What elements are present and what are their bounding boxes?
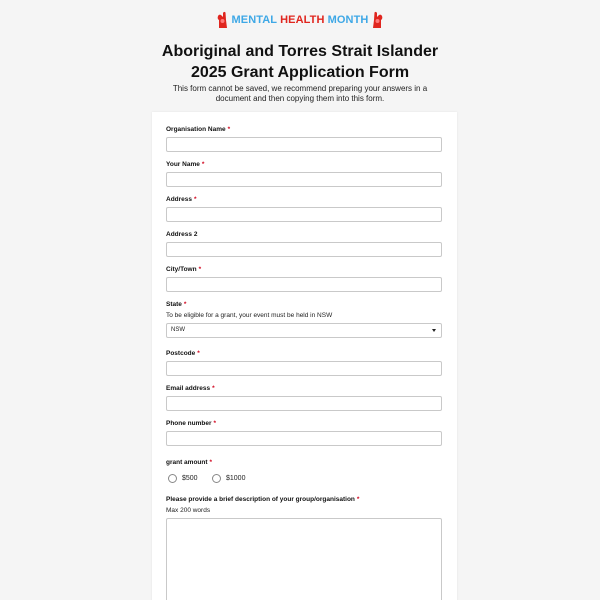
description-help-text: Max 200 words — [166, 507, 211, 514]
required-marker: * — [212, 385, 215, 392]
city-input[interactable] — [166, 277, 442, 292]
description-label: Please provide a brief description of your group/organisation * — [166, 496, 360, 503]
description-textarea[interactable] — [166, 518, 442, 600]
page-title — [0, 41, 600, 83]
address2-input[interactable] — [166, 242, 442, 257]
address-input[interactable] — [166, 207, 442, 222]
hand-heart-icon — [216, 11, 230, 29]
postcode-input[interactable] — [166, 361, 442, 376]
radio-button[interactable] — [168, 474, 177, 483]
required-marker: * — [356, 496, 360, 503]
grant-amount-option-label: $500 — [182, 474, 198, 482]
phone-label: Phone number * — [166, 420, 217, 427]
grant-amount-option-500[interactable] — [168, 472, 198, 484]
caret-down-icon — [432, 329, 436, 332]
grant-amount-option-1000[interactable] — [212, 472, 245, 484]
email-input[interactable] — [166, 396, 442, 411]
page-subtitle: This form cannot be saved, we recommend preparing your answers in a document and then copying them into this form. — [172, 84, 428, 103]
your-name-input[interactable] — [166, 172, 442, 187]
grant-amount-option-label: $1000 — [226, 474, 246, 482]
required-marker: * — [227, 126, 231, 133]
brand-logo-text: MENTAL HEALTH MONTH — [231, 14, 369, 26]
radio-button[interactable] — [212, 474, 221, 483]
phone-input[interactable] — [166, 431, 442, 446]
required-marker: * — [209, 459, 213, 466]
hand-heart-icon — [370, 11, 384, 29]
page-title-line-2: 2025 Grant Application Form — [190, 64, 410, 81]
organisation-name-label: Organisation Name * — [166, 126, 231, 133]
state-label: State * — [166, 301, 187, 308]
city-label: City/Town * — [166, 266, 202, 273]
application-form — [152, 112, 457, 600]
postcode-label: Postcode * — [166, 350, 200, 357]
brand-logo — [0, 9, 600, 31]
required-marker: * — [198, 266, 202, 273]
organisation-name-input[interactable] — [166, 137, 442, 152]
page-title-line-1: Aboriginal and Torres Strait Islander — [161, 43, 439, 60]
required-marker: * — [194, 196, 197, 203]
grant-amount-label: grant amount * — [166, 459, 213, 466]
email-label: Email address * — [166, 385, 215, 392]
required-marker: * — [183, 301, 187, 308]
address-label: Address * — [166, 196, 197, 203]
required-marker: * — [213, 420, 217, 427]
state-help-text: To be eligible for a grant, your event must be held in NSW — [166, 312, 333, 319]
state-select-value: NSW — [171, 327, 185, 333]
required-marker: * — [197, 350, 200, 357]
required-marker: * — [201, 161, 205, 168]
state-select[interactable] — [166, 323, 442, 338]
your-name-label: Your Name * — [166, 161, 205, 168]
address2-label: Address 2 — [166, 231, 198, 238]
